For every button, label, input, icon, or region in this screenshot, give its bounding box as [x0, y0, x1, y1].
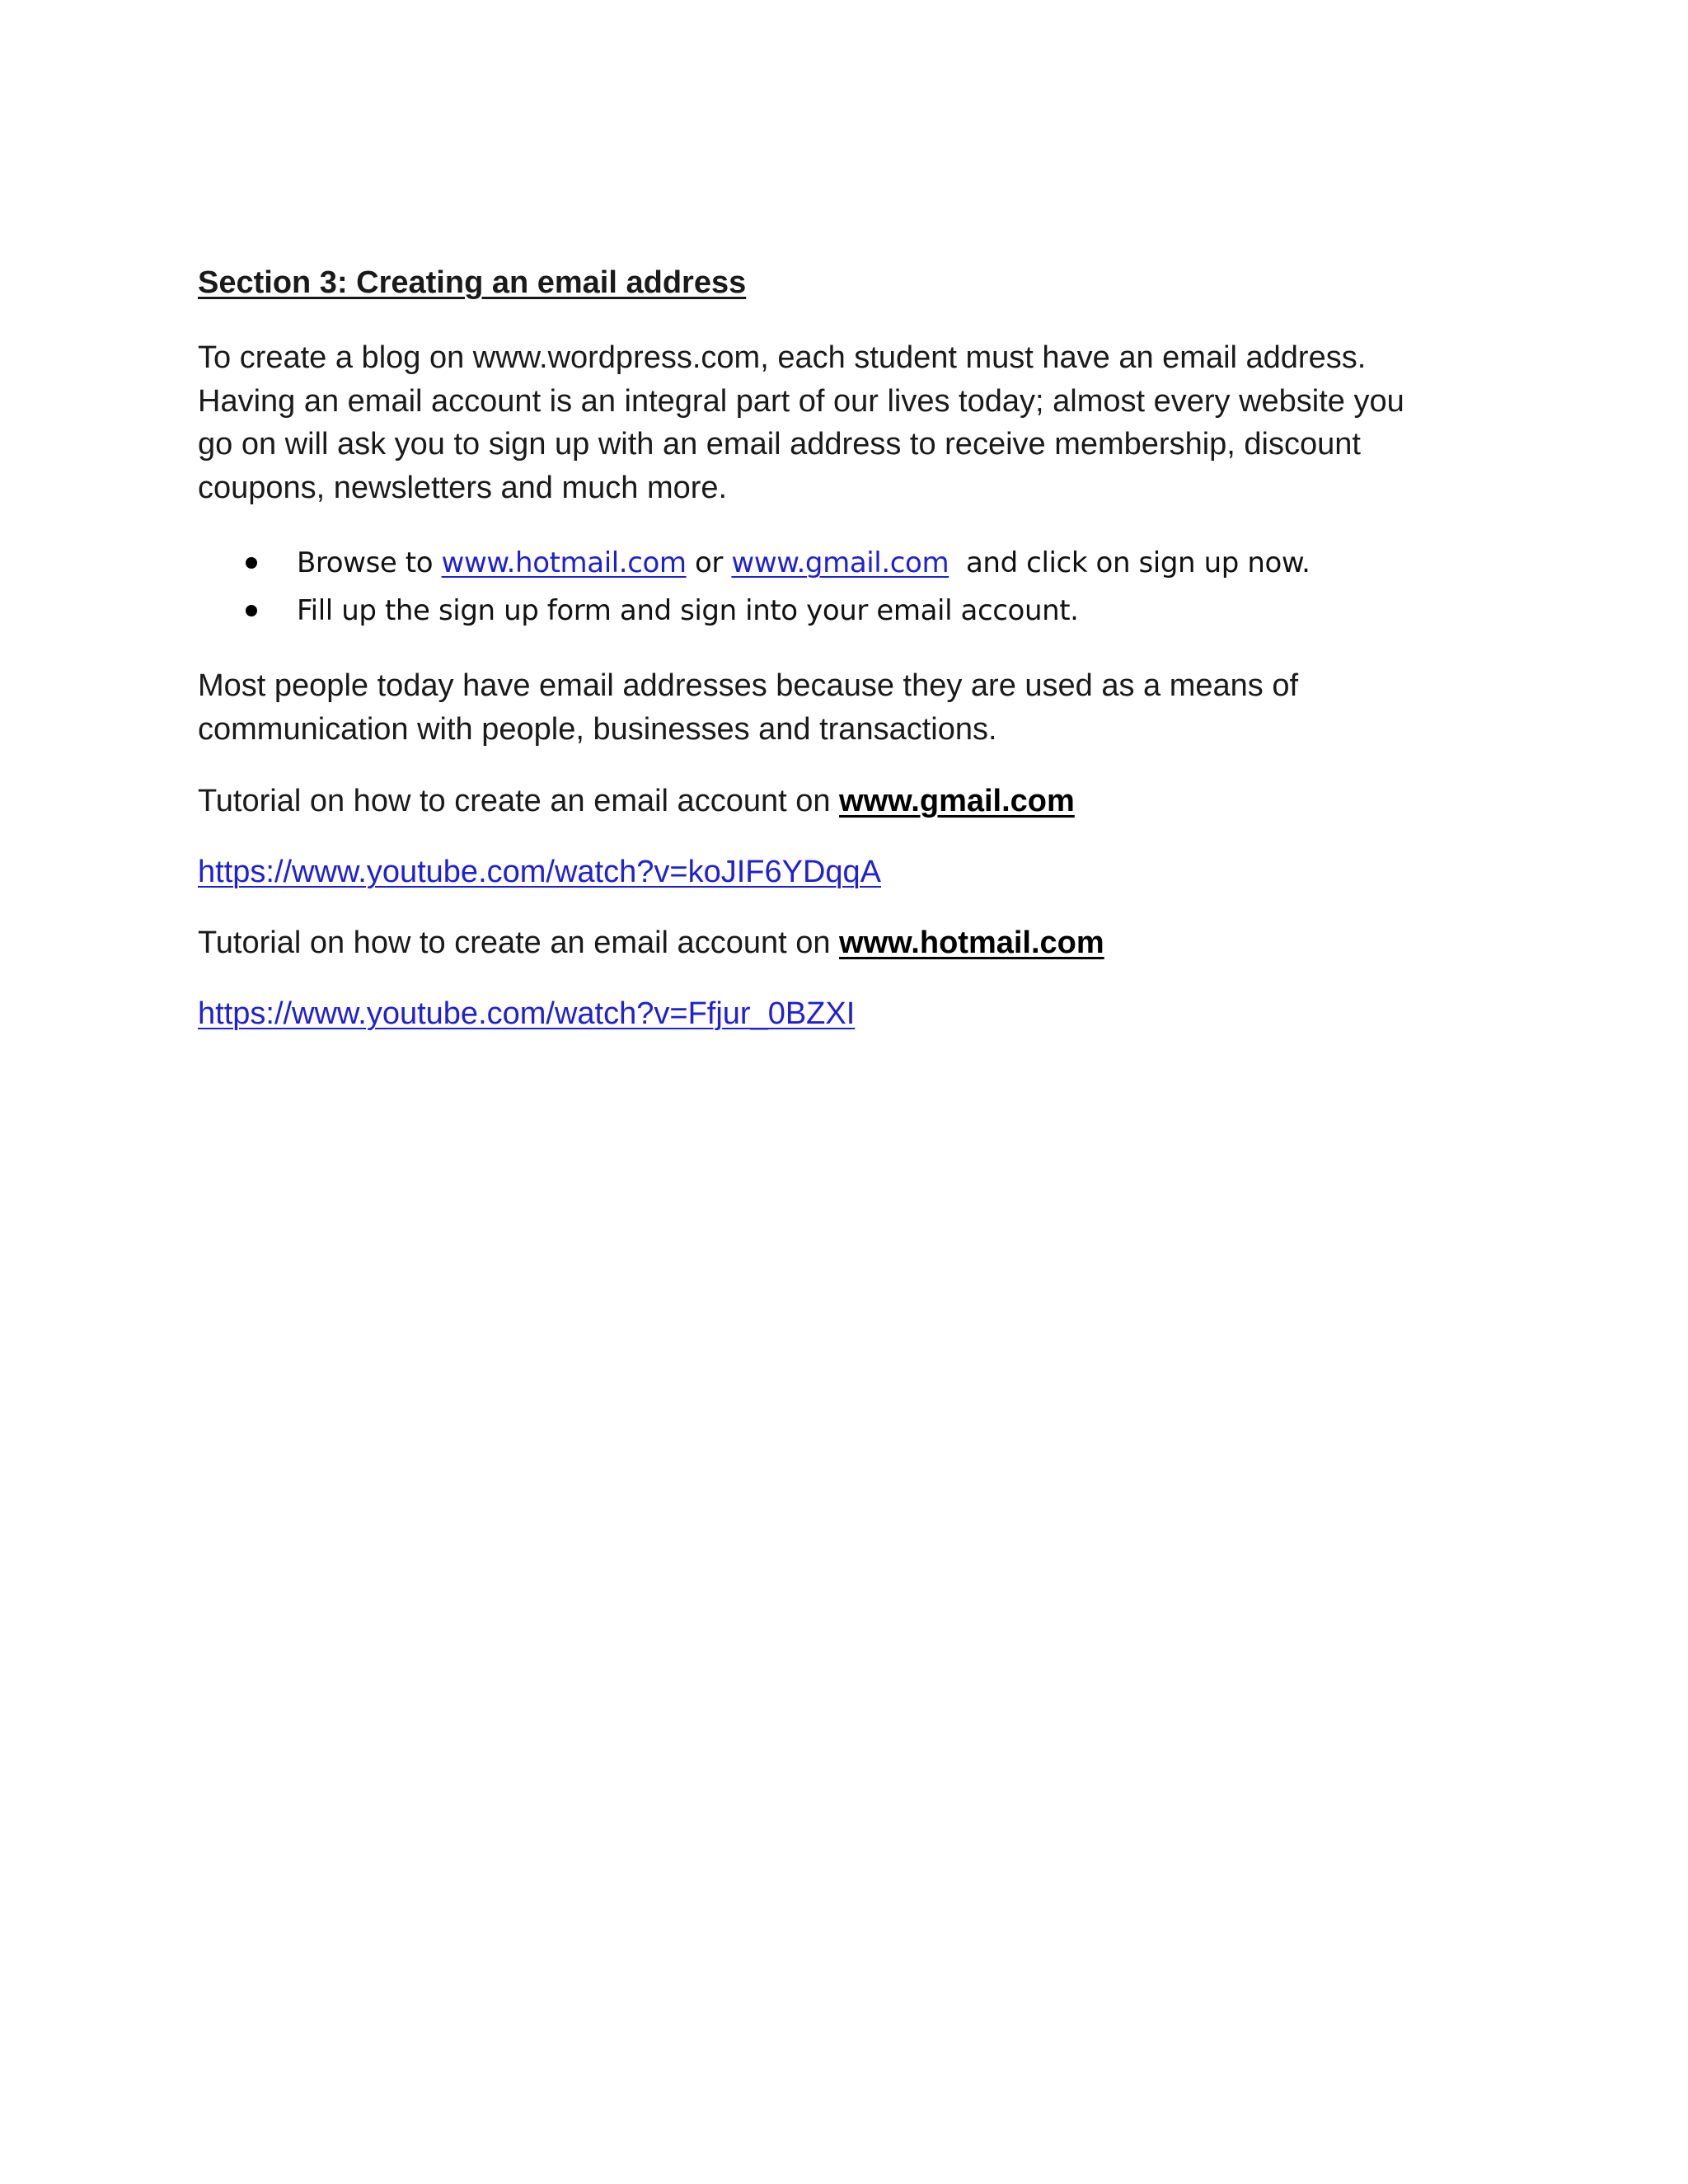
intro-paragraph: [198, 336, 1500, 509]
document-content: [198, 262, 1500, 1064]
bullet-middle: or: [686, 546, 732, 579]
gmail-tutorial-line: [198, 780, 1500, 822]
intro-line: Having an email account is an integral part of our lives today; almost every website you: [198, 383, 1404, 419]
hotmail-tutorial-line: [198, 922, 1500, 963]
gmail-site-link[interactable]: www.gmail.com: [839, 784, 1075, 818]
hotmail-video-link[interactable]: https://www.youtube.com/watch?v=Ffjur_0BZXI: [198, 996, 856, 1031]
list-item: [198, 587, 1500, 635]
hotmail-site-link[interactable]: www.hotmail.com: [839, 926, 1104, 960]
gmail-video-link[interactable]: https://www.youtube.com/watch?v=koJIF6YDqqA: [198, 855, 882, 889]
closing-line: Most people today have email addresses because they are used as a means of: [198, 668, 1299, 703]
hotmail-link[interactable]: www.hotmail.com: [441, 546, 687, 579]
intro-line: To create a blog on www.wordpress.com, each student must have an email address.: [198, 340, 1367, 375]
bullet-text: Fill up the sign up form and sign into your email account.: [297, 594, 1079, 627]
closing-line: communication with people, businesses and transactions.: [198, 711, 997, 747]
closing-paragraph: [198, 664, 1500, 751]
intro-line: coupons, newsletters and much more.: [198, 470, 728, 505]
bullet-icon: [246, 605, 257, 616]
tutorial-text: Tutorial on how to create an email account on: [198, 926, 840, 960]
intro-line: go on will ask you to sign up with an email address to receive membership, discount: [198, 427, 1361, 462]
list-item: [198, 539, 1500, 587]
bullet-icon: [246, 557, 257, 569]
bullet-prefix: Browse to: [297, 546, 442, 579]
steps-list: [198, 539, 1500, 635]
gmail-link[interactable]: www.gmail.com: [731, 546, 950, 579]
bullet-suffix: and click on sign up now.: [949, 546, 1311, 579]
section-heading: Section 3: Creating an email address: [198, 265, 747, 300]
tutorial-text: Tutorial on how to create an email account on: [198, 784, 840, 818]
